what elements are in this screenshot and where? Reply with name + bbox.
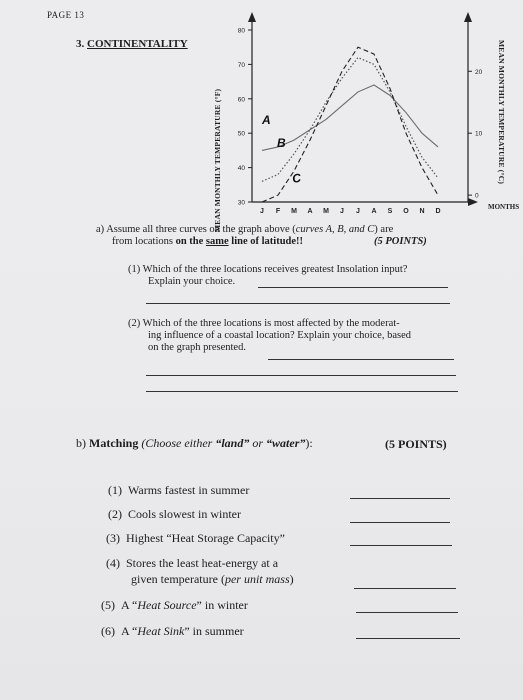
question-a1-line1: (1) Which of the three locations receives greatest Insolation input?: [128, 264, 408, 275]
answer-line-b4[interactable]: [354, 588, 456, 589]
y-left-tick-label: 30: [237, 199, 245, 207]
matching-item-text: A “: [121, 598, 138, 612]
answer-line-a1-2[interactable]: [146, 303, 450, 304]
series-line-C: [262, 47, 438, 202]
answer-line-a2-2[interactable]: [146, 375, 456, 376]
question-a-points: (5 POINTS): [374, 236, 427, 247]
matching-item-1: [108, 483, 249, 497]
question-a-prefix: a): [96, 224, 105, 235]
y-right-tick-label: 20: [475, 68, 483, 76]
answer-line-a2-3[interactable]: [146, 391, 458, 392]
matching-item-text: Stores the least heat-energy at a: [126, 556, 279, 570]
question-b-land: “land”: [215, 436, 250, 450]
section-number: 3.: [76, 38, 85, 50]
question-a-curves: curves A, B, and C: [295, 224, 375, 235]
matching-item-text: Warms fastest in summer: [128, 483, 250, 497]
y-right-tick-label: 0: [475, 192, 479, 200]
right-axis-arrow: [464, 12, 472, 22]
y-axis-left-label: MEAN MONTHLY TEMPERATURE (°F): [213, 88, 222, 232]
matching-item-italic: per unit mass: [224, 572, 290, 586]
y-left-tick-label: 80: [237, 27, 245, 35]
month-label: J: [260, 208, 264, 215]
question-a2-line3: on the graph presented.: [148, 342, 246, 353]
temperature-chart: [0, 0, 523, 220]
question-a1: [128, 264, 407, 288]
question-b-label: Matching: [89, 436, 139, 450]
answer-line-a1-1[interactable]: [258, 287, 448, 288]
matching-item-italic: Heat Source: [137, 598, 197, 612]
page-number: PAGE 13: [47, 10, 85, 20]
matching-item-3: [106, 531, 285, 545]
matching-item-text: Cools slowest in winter: [128, 507, 241, 521]
month-label: N: [419, 208, 425, 215]
question-a: [96, 224, 427, 248]
matching-item-number: (3): [106, 531, 120, 545]
question-a-line2: [96, 236, 393, 248]
y-right-tick-label: 10: [475, 130, 483, 138]
matching-item-4-line2: [131, 572, 294, 586]
left-axis-arrow: [248, 12, 256, 22]
answer-line-b2[interactable]: [350, 522, 450, 523]
matching-item-text: given temperature (: [131, 572, 225, 586]
month-label: M: [323, 208, 329, 215]
question-a2-line2: ing influence of a coastal location? Explain your choice, based: [148, 330, 411, 341]
matching-item-2: [108, 507, 241, 521]
series-line-A: [262, 85, 438, 150]
y-left-tick-label: 50: [237, 130, 245, 138]
matching-item-text: ): [289, 572, 294, 586]
series-label: A: [262, 113, 271, 127]
answer-line-b3[interactable]: [350, 545, 452, 546]
y-axis-right-label: MEAN MONTHLY TEMPERATURE (°C): [497, 40, 506, 185]
y-left-tick-label: 40: [237, 165, 245, 173]
question-a-text-end: ) are: [374, 224, 394, 235]
matching-item-italic: Heat Sink: [137, 624, 185, 638]
question-a2: [128, 318, 411, 354]
question-b: [76, 436, 313, 451]
question-a1-line2: Explain your choice.: [148, 276, 236, 287]
question-b-instruction: (Choose either: [141, 436, 216, 450]
question-a-same: same: [205, 236, 229, 247]
question-b-or: or: [249, 436, 267, 450]
question-a-line2-start: from locations: [112, 236, 176, 247]
question-b-prefix: b): [76, 436, 86, 450]
matching-item-text: ” in summer: [184, 624, 244, 638]
series-label: C: [291, 170, 303, 186]
answer-line-a2-1[interactable]: [268, 359, 454, 360]
question-a2-line1: (2) Which of the three locations is most affected by the moderat-: [128, 318, 400, 329]
matching-item-number: (2): [108, 507, 122, 521]
month-label: O: [403, 208, 409, 215]
matching-item-5: [101, 598, 248, 612]
matching-item-text: ” in winter: [196, 598, 248, 612]
matching-item-number: (5): [101, 598, 115, 612]
answer-line-b6[interactable]: [356, 638, 460, 639]
question-a-on-the: on the: [175, 236, 206, 247]
matching-item-text: A “: [121, 624, 138, 638]
month-label: F: [275, 208, 281, 215]
question-b-points: (5 POINTS): [385, 437, 447, 451]
month-label: J: [340, 208, 344, 215]
series-label: B: [277, 136, 286, 150]
question-b-water: “water”: [266, 436, 306, 450]
month-label: S: [387, 208, 393, 215]
month-label: D: [435, 208, 441, 215]
question-a-latitude: line of latitude!!: [228, 236, 304, 247]
month-label: J: [356, 208, 360, 215]
matching-item-number: (6): [101, 624, 115, 638]
matching-item-number: (4): [106, 556, 120, 570]
month-label: M: [291, 208, 297, 215]
question-b-close: ):: [305, 436, 313, 450]
y-left-tick-label: 60: [237, 96, 245, 104]
matching-item-text: Highest “Heat Storage Capacity”: [126, 531, 285, 545]
matching-item-4: [106, 556, 278, 570]
y-left-tick-label: 70: [237, 61, 245, 69]
month-label: A: [307, 208, 313, 215]
matching-item-6: [101, 624, 244, 638]
question-a-line1: [96, 224, 393, 236]
x-axis-label: MONTHS: [488, 203, 520, 211]
question-a-text: Assume all three curves on the graph above (: [106, 224, 296, 235]
section-title-text: CONTINENTALITY: [87, 38, 188, 50]
answer-line-b5[interactable]: [356, 612, 458, 613]
month-label: A: [371, 208, 377, 215]
answer-line-b1[interactable]: [350, 498, 450, 499]
matching-item-number: (1): [108, 483, 122, 497]
